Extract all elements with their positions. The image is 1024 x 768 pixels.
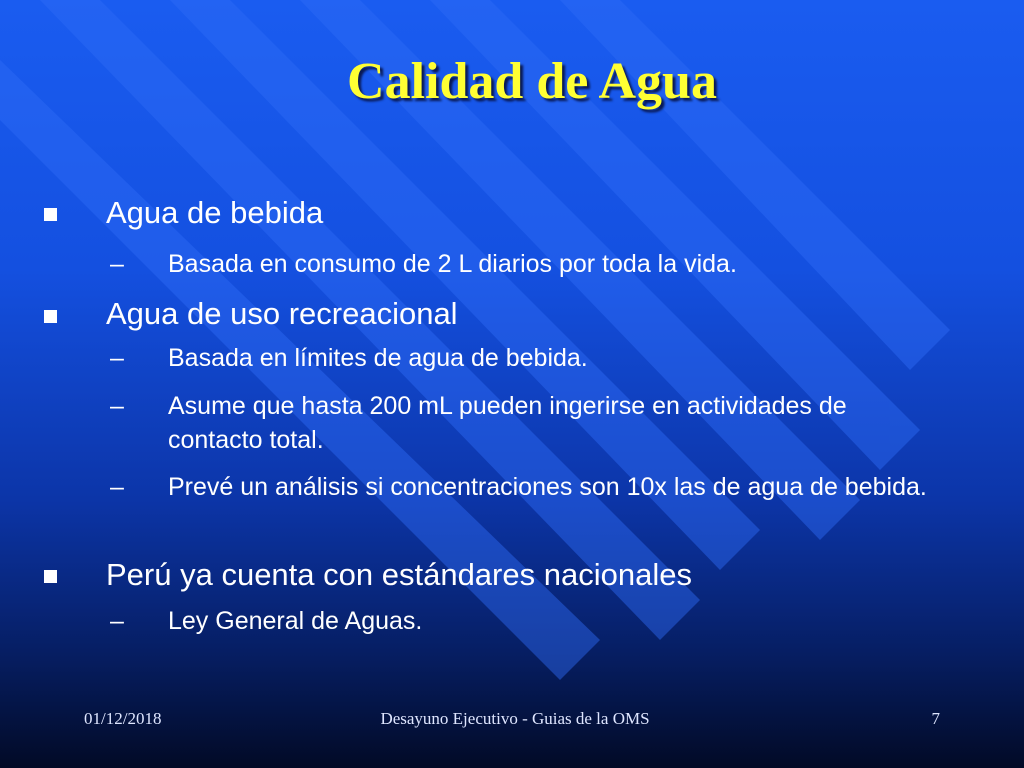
sub-marker: – — [110, 344, 124, 372]
bullet-marker — [44, 570, 57, 583]
sub-marker: – — [110, 473, 124, 501]
sub-bullet-2-2: Asume que hasta 200 mL pueden ingerirse en actividades de contacto total. — [168, 392, 847, 454]
sub-bullet-3-1: Ley General de Aguas. — [168, 607, 423, 635]
bullet-3: Perú ya cuenta con estándares nacionales — [106, 557, 692, 592]
sub-bullet-1-1: Basada en consumo de 2 L diarios por toda la vida. — [168, 250, 737, 278]
slide-number: 7 — [931, 709, 940, 728]
sub-marker: – — [110, 250, 124, 278]
footer-date: 01/12/2018 — [84, 709, 162, 728]
sub-bullet-2-3: Prevé un análisis si concentraciones son 10x las de agua de bebida. — [168, 473, 927, 501]
slide-title: Calidad de Agua — [347, 53, 717, 110]
bullet-1: Agua de bebida — [106, 195, 324, 230]
sub-marker: – — [110, 607, 124, 635]
sub-bullet-2-1: Basada en límites de agua de bebida. — [168, 344, 588, 372]
bullet-2: Agua de uso recreacional — [106, 296, 458, 331]
bullet-marker — [44, 208, 57, 221]
sub-marker: – — [110, 392, 124, 420]
bullet-marker — [44, 310, 57, 323]
footer-title: Desayuno Ejecutivo - Guias de la OMS — [380, 709, 650, 728]
